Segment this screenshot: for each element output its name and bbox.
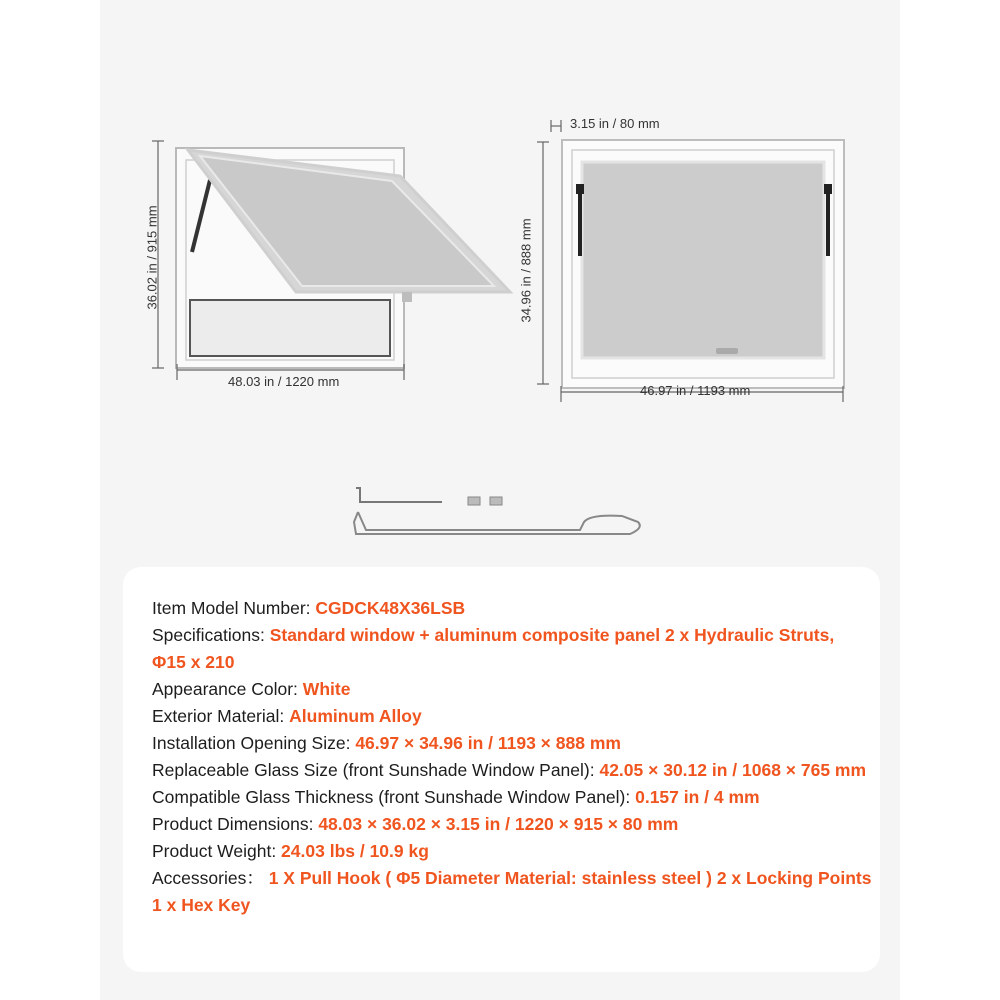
spec-label: Product Weight: (152, 841, 282, 861)
accessories-illustration (354, 488, 640, 534)
spec-row-glass-size (152, 757, 872, 784)
spec-label: Installation Opening Size: (152, 733, 356, 753)
left-width-label: 48.03 in / 1220 mm (228, 374, 340, 389)
spec-label: Specifications: (152, 625, 270, 645)
spec-value: 0.157 in / 4 mm (635, 787, 760, 807)
spec-list (152, 595, 872, 919)
window-open-illustration (152, 141, 510, 380)
spec-value: White (302, 679, 351, 699)
spec-value: 42.05 × 30.12 in / 1068 × 765 mm (599, 760, 867, 780)
spec-label: Replaceable Glass Size (front Sunshade Window Panel): (152, 760, 600, 780)
spec-value: Aluminum Alloy (289, 706, 422, 726)
right-height-label: 34.96 in / 888 mm (518, 218, 534, 323)
spec-value: CGDCK48X36LSB (315, 598, 466, 618)
spec-label: Accessories： (152, 868, 269, 888)
left-height-label: 36.02 in / 915 mm (144, 205, 160, 310)
spec-row-model (152, 595, 872, 622)
right-width-label: 46.97 in / 1193 mm (640, 383, 751, 398)
spec-label: Item Model Number: (152, 598, 316, 618)
spec-value: 46.97 × 34.96 in / 1193 × 888 mm (355, 733, 621, 753)
spec-row-material (152, 703, 872, 730)
spec-label: Compatible Glass Thickness (front Sunshade Window Panel): (152, 787, 636, 807)
spec-value: 24.03 lbs / 10.9 kg (281, 841, 429, 861)
spec-row-weight (152, 838, 872, 865)
spec-row-specifications (152, 622, 872, 676)
spec-row-glass-thickness (152, 784, 872, 811)
spec-row-dimensions (152, 811, 872, 838)
spec-row-accessories (152, 865, 872, 919)
spec-label: Exterior Material: (152, 706, 290, 726)
spec-value: 1 X Pull Hook ( Φ5 Diameter Material: stainless steel ) 2 x Locking Points 1 x Hex Key (152, 868, 872, 915)
specifications-card (123, 567, 880, 972)
spec-row-opening-size (152, 730, 872, 757)
right-depth-label: 3.15 in / 80 mm (570, 116, 660, 131)
spec-label: Product Dimensions: (152, 814, 319, 834)
spec-row-color (152, 676, 872, 703)
spec-label: Appearance Color: (152, 679, 303, 699)
spec-value: Standard window + aluminum composite panel 2 x Hydraulic Struts, Φ15 x 210 (152, 625, 835, 672)
spec-value: 48.03 × 36.02 × 3.15 in / 1220 × 915 × 80 mm (318, 814, 679, 834)
window-front-illustration (537, 120, 844, 402)
